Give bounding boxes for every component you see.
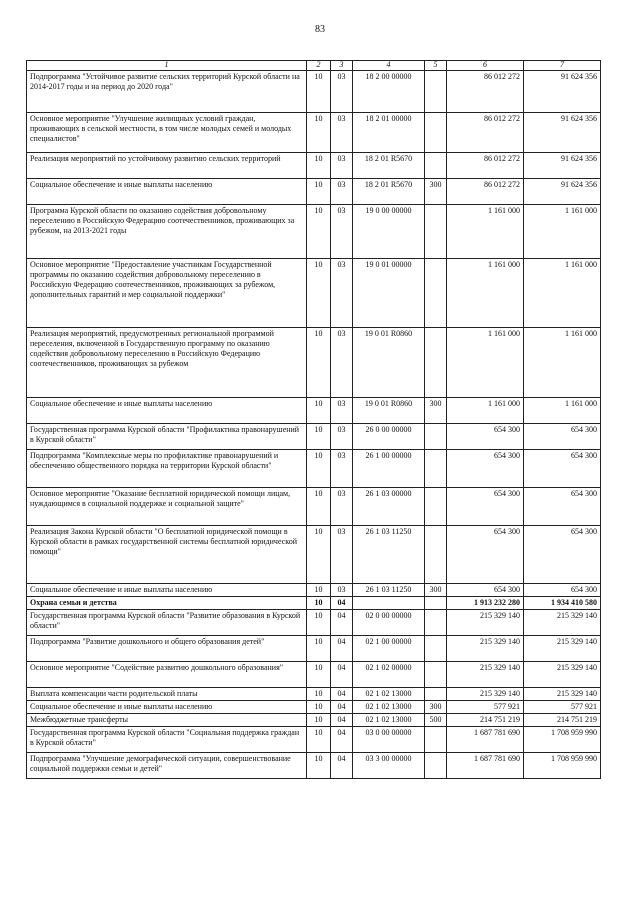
cell-section: 10 [307, 328, 331, 398]
cell-expense-type [425, 662, 447, 688]
cell-amount-col6: 1 161 000 [447, 398, 524, 424]
cell-subsection: 03 [331, 488, 353, 526]
cell-amount-col6: 1 687 781 690 [447, 727, 524, 753]
col-header-2: 2 [307, 61, 331, 71]
cell-target-code [353, 597, 425, 610]
cell-subsection: 04 [331, 636, 353, 662]
table-row [27, 701, 601, 714]
cell-subsection: 03 [331, 526, 353, 584]
cell-subsection: 03 [331, 424, 353, 450]
table-row [27, 259, 601, 328]
cell-section: 10 [307, 398, 331, 424]
cell-amount-col6: 86 012 272 [447, 71, 524, 113]
cell-expense-type [425, 636, 447, 662]
cell-amount-col7: 215 329 140 [524, 610, 601, 636]
cell-name: Основное мероприятие "Предоставление участникам Государственной программы по оказанию содействия добровольному переселению в Российскую Федерацию соотечественников, проживающих за рубежом, дополнительных гарантий и мер социальной поддержки" [27, 259, 307, 328]
col-header-7: 7 [524, 61, 601, 71]
cell-section: 10 [307, 424, 331, 450]
table-row [27, 488, 601, 526]
cell-expense-type [425, 153, 447, 179]
table-body [27, 71, 601, 779]
table-row [27, 688, 601, 701]
cell-subsection: 04 [331, 727, 353, 753]
cell-name: Государственная программа Курской области "Развитие образования в Курской области" [27, 610, 307, 636]
table-row [27, 71, 601, 113]
cell-amount-col6: 215 329 140 [447, 636, 524, 662]
cell-expense-type [425, 113, 447, 153]
cell-expense-type: 300 [425, 701, 447, 714]
cell-subsection: 03 [331, 205, 353, 259]
cell-amount-col6: 654 300 [447, 584, 524, 597]
cell-expense-type [425, 610, 447, 636]
cell-target-code: 19 0 01 R0860 [353, 398, 425, 424]
cell-subsection: 04 [331, 753, 353, 779]
table-row [27, 526, 601, 584]
table-row [27, 636, 601, 662]
cell-amount-col7: 1 708 959 990 [524, 753, 601, 779]
cell-name: Выплата компенсации части родительской платы [27, 688, 307, 701]
cell-amount-col7: 654 300 [524, 450, 601, 488]
cell-amount-col7: 91 624 356 [524, 153, 601, 179]
cell-name: Реализация Закона Курской области "О бесплатной юридической помощи в Курской области в рамках государственной системы бесплатной юридической помощи" [27, 526, 307, 584]
table-row [27, 328, 601, 398]
table-row [27, 113, 601, 153]
cell-name: Подпрограмма "Устойчивое развитие сельских территорий Курской области на 2014-2017 годы и на период до 2020 года" [27, 71, 307, 113]
cell-subsection: 04 [331, 662, 353, 688]
cell-name: Основное мероприятие "Улучшение жилищных условий граждан, проживающих в сельской местности, в том числе молодых семей и молодых специалистов" [27, 113, 307, 153]
cell-amount-col7: 1 161 000 [524, 205, 601, 259]
cell-amount-col7: 215 329 140 [524, 636, 601, 662]
col-header-3: 3 [331, 61, 353, 71]
cell-section: 10 [307, 610, 331, 636]
cell-target-code: 18 2 01 R5670 [353, 179, 425, 205]
cell-amount-col6: 215 329 140 [447, 662, 524, 688]
cell-section: 10 [307, 636, 331, 662]
cell-subsection: 03 [331, 259, 353, 328]
cell-section: 10 [307, 179, 331, 205]
table-row [27, 714, 601, 727]
cell-section: 10 [307, 71, 331, 113]
cell-expense-type [425, 526, 447, 584]
cell-section: 10 [307, 488, 331, 526]
cell-amount-col7: 1 708 959 990 [524, 727, 601, 753]
cell-amount-col7: 1 934 410 580 [524, 597, 601, 610]
cell-section: 10 [307, 113, 331, 153]
col-header-6: 6 [447, 61, 524, 71]
cell-target-code: 26 1 03 00000 [353, 488, 425, 526]
col-header-4: 4 [353, 61, 425, 71]
cell-amount-col6: 654 300 [447, 488, 524, 526]
table-row [27, 179, 601, 205]
cell-name: Подпрограмма "Комплексные меры по профилактике правонарушений и обеспечению общественного порядка на территории Курской области" [27, 450, 307, 488]
cell-amount-col6: 86 012 272 [447, 153, 524, 179]
cell-expense-type [425, 727, 447, 753]
cell-expense-type [425, 488, 447, 526]
cell-amount-col7: 654 300 [524, 584, 601, 597]
cell-amount-col7: 654 300 [524, 488, 601, 526]
cell-subsection: 03 [331, 450, 353, 488]
cell-target-code: 26 1 00 00000 [353, 450, 425, 488]
cell-name: Государственная программа Курской области "Социальная поддержка граждан в Курской области" [27, 727, 307, 753]
cell-amount-col7: 1 161 000 [524, 259, 601, 328]
table-row [27, 727, 601, 753]
cell-amount-col6: 1 161 000 [447, 259, 524, 328]
budget-table [26, 60, 601, 779]
cell-amount-col6: 1 913 232 280 [447, 597, 524, 610]
cell-section: 10 [307, 450, 331, 488]
cell-section: 10 [307, 153, 331, 179]
cell-amount-col6: 215 329 140 [447, 610, 524, 636]
cell-name: Межбюджетные трансферты [27, 714, 307, 727]
cell-amount-col6: 654 300 [447, 450, 524, 488]
cell-amount-col7: 91 624 356 [524, 113, 601, 153]
cell-amount-col7: 577 921 [524, 701, 601, 714]
cell-subsection: 04 [331, 597, 353, 610]
cell-expense-type: 300 [425, 179, 447, 205]
cell-target-code: 02 1 00 00000 [353, 636, 425, 662]
cell-section: 10 [307, 701, 331, 714]
cell-target-code: 03 0 00 00000 [353, 727, 425, 753]
cell-name: Социальное обеспечение и иные выплаты населению [27, 179, 307, 205]
cell-target-code: 03 3 00 00000 [353, 753, 425, 779]
cell-amount-col7: 91 624 356 [524, 179, 601, 205]
header-row [27, 61, 601, 71]
cell-amount-col7: 1 161 000 [524, 328, 601, 398]
cell-subsection: 04 [331, 688, 353, 701]
cell-target-code: 18 2 01 R5670 [353, 153, 425, 179]
cell-target-code: 02 1 02 13000 [353, 701, 425, 714]
cell-name: Социальное обеспечение и иные выплаты населению [27, 701, 307, 714]
cell-target-code: 19 0 00 00000 [353, 205, 425, 259]
table-row [27, 205, 601, 259]
cell-target-code: 02 0 00 00000 [353, 610, 425, 636]
cell-section: 10 [307, 205, 331, 259]
col-header-5: 5 [425, 61, 447, 71]
table-row [27, 610, 601, 636]
cell-subsection: 03 [331, 179, 353, 205]
cell-section: 10 [307, 714, 331, 727]
table-row [27, 597, 601, 610]
cell-amount-col7: 654 300 [524, 526, 601, 584]
cell-subsection: 03 [331, 398, 353, 424]
table-row [27, 450, 601, 488]
cell-section: 10 [307, 526, 331, 584]
cell-section: 10 [307, 688, 331, 701]
cell-name: Государственная программа Курской области "Профилактика правонарушений в Курской области" [27, 424, 307, 450]
cell-name: Подпрограмма "Развитие дошкольного и общего образования детей" [27, 636, 307, 662]
cell-name: Программа Курской области по оказанию содействия добровольному переселению в Российскую Федерацию соотечественников, проживающих за рубежом, на 2013-2021 годы [27, 205, 307, 259]
page-number: 83 [315, 24, 325, 35]
cell-target-code: 18 2 00 00000 [353, 71, 425, 113]
cell-target-code: 18 2 01 00000 [353, 113, 425, 153]
cell-amount-col7: 214 751 219 [524, 714, 601, 727]
table-row [27, 153, 601, 179]
cell-expense-type [425, 328, 447, 398]
cell-amount-col6: 1 161 000 [447, 328, 524, 398]
cell-subsection: 04 [331, 610, 353, 636]
cell-expense-type [425, 259, 447, 328]
cell-section: 10 [307, 597, 331, 610]
cell-amount-col7: 654 300 [524, 424, 601, 450]
cell-amount-col6: 1 161 000 [447, 205, 524, 259]
cell-expense-type: 300 [425, 584, 447, 597]
cell-amount-col6: 86 012 272 [447, 179, 524, 205]
cell-subsection: 04 [331, 714, 353, 727]
cell-name: Основное мероприятие "Содействие развитию дошкольного образования" [27, 662, 307, 688]
cell-name: Реализация мероприятий, предусмотренных региональной программой переселения, включенной в Государственную программу по оказанию содействия добровольному переселению в Российскую Федерацию соотечественников, проживающих за рубежом [27, 328, 307, 398]
cell-target-code: 02 1 02 13000 [353, 714, 425, 727]
cell-subsection: 03 [331, 584, 353, 597]
cell-amount-col6: 214 751 219 [447, 714, 524, 727]
cell-name: Социальное обеспечение и иные выплаты населению [27, 398, 307, 424]
cell-expense-type [425, 71, 447, 113]
table-row [27, 662, 601, 688]
cell-amount-col6: 215 329 140 [447, 688, 524, 701]
cell-expense-type: 300 [425, 398, 447, 424]
cell-section: 10 [307, 584, 331, 597]
cell-name: Социальное обеспечение и иные выплаты населению [27, 584, 307, 597]
cell-amount-col6: 1 687 781 690 [447, 753, 524, 779]
cell-expense-type [425, 205, 447, 259]
cell-subsection: 03 [331, 328, 353, 398]
cell-expense-type [425, 597, 447, 610]
table-row [27, 753, 601, 779]
cell-name: Охрана семьи и детства [27, 597, 307, 610]
cell-expense-type [425, 753, 447, 779]
cell-target-code: 19 0 01 00000 [353, 259, 425, 328]
cell-name: Реализация мероприятий по устойчивому развитию сельских территорий [27, 153, 307, 179]
cell-section: 10 [307, 727, 331, 753]
cell-section: 10 [307, 259, 331, 328]
cell-target-code: 02 1 02 13000 [353, 688, 425, 701]
cell-name: Основное мероприятие "Оказание бесплатной юридической помощи лицам, нуждающимся в социальной поддержке и социальной защите" [27, 488, 307, 526]
cell-amount-col6: 654 300 [447, 526, 524, 584]
cell-amount-col7: 215 329 140 [524, 662, 601, 688]
cell-amount-col6: 86 012 272 [447, 113, 524, 153]
col-header-1: 1 [27, 61, 307, 71]
cell-subsection: 03 [331, 113, 353, 153]
cell-amount-col6: 654 300 [447, 424, 524, 450]
cell-subsection: 03 [331, 153, 353, 179]
table-row [27, 398, 601, 424]
cell-subsection: 03 [331, 71, 353, 113]
cell-target-code: 26 1 03 11250 [353, 584, 425, 597]
cell-expense-type [425, 424, 447, 450]
cell-subsection: 04 [331, 701, 353, 714]
cell-name: Подпрограмма "Улучшение демографической ситуации, совершенствование социальной поддержки семьи и детей" [27, 753, 307, 779]
cell-section: 10 [307, 753, 331, 779]
cell-target-code: 26 1 03 11250 [353, 526, 425, 584]
cell-target-code: 02 1 02 00000 [353, 662, 425, 688]
cell-expense-type: 500 [425, 714, 447, 727]
table-row [27, 424, 601, 450]
cell-expense-type [425, 688, 447, 701]
cell-target-code: 26 0 00 00000 [353, 424, 425, 450]
cell-target-code: 19 0 01 R0860 [353, 328, 425, 398]
cell-amount-col7: 215 329 140 [524, 688, 601, 701]
cell-amount-col7: 1 161 000 [524, 398, 601, 424]
cell-section: 10 [307, 662, 331, 688]
cell-expense-type [425, 450, 447, 488]
cell-amount-col7: 91 624 356 [524, 71, 601, 113]
table-row [27, 584, 601, 597]
cell-amount-col6: 577 921 [447, 701, 524, 714]
